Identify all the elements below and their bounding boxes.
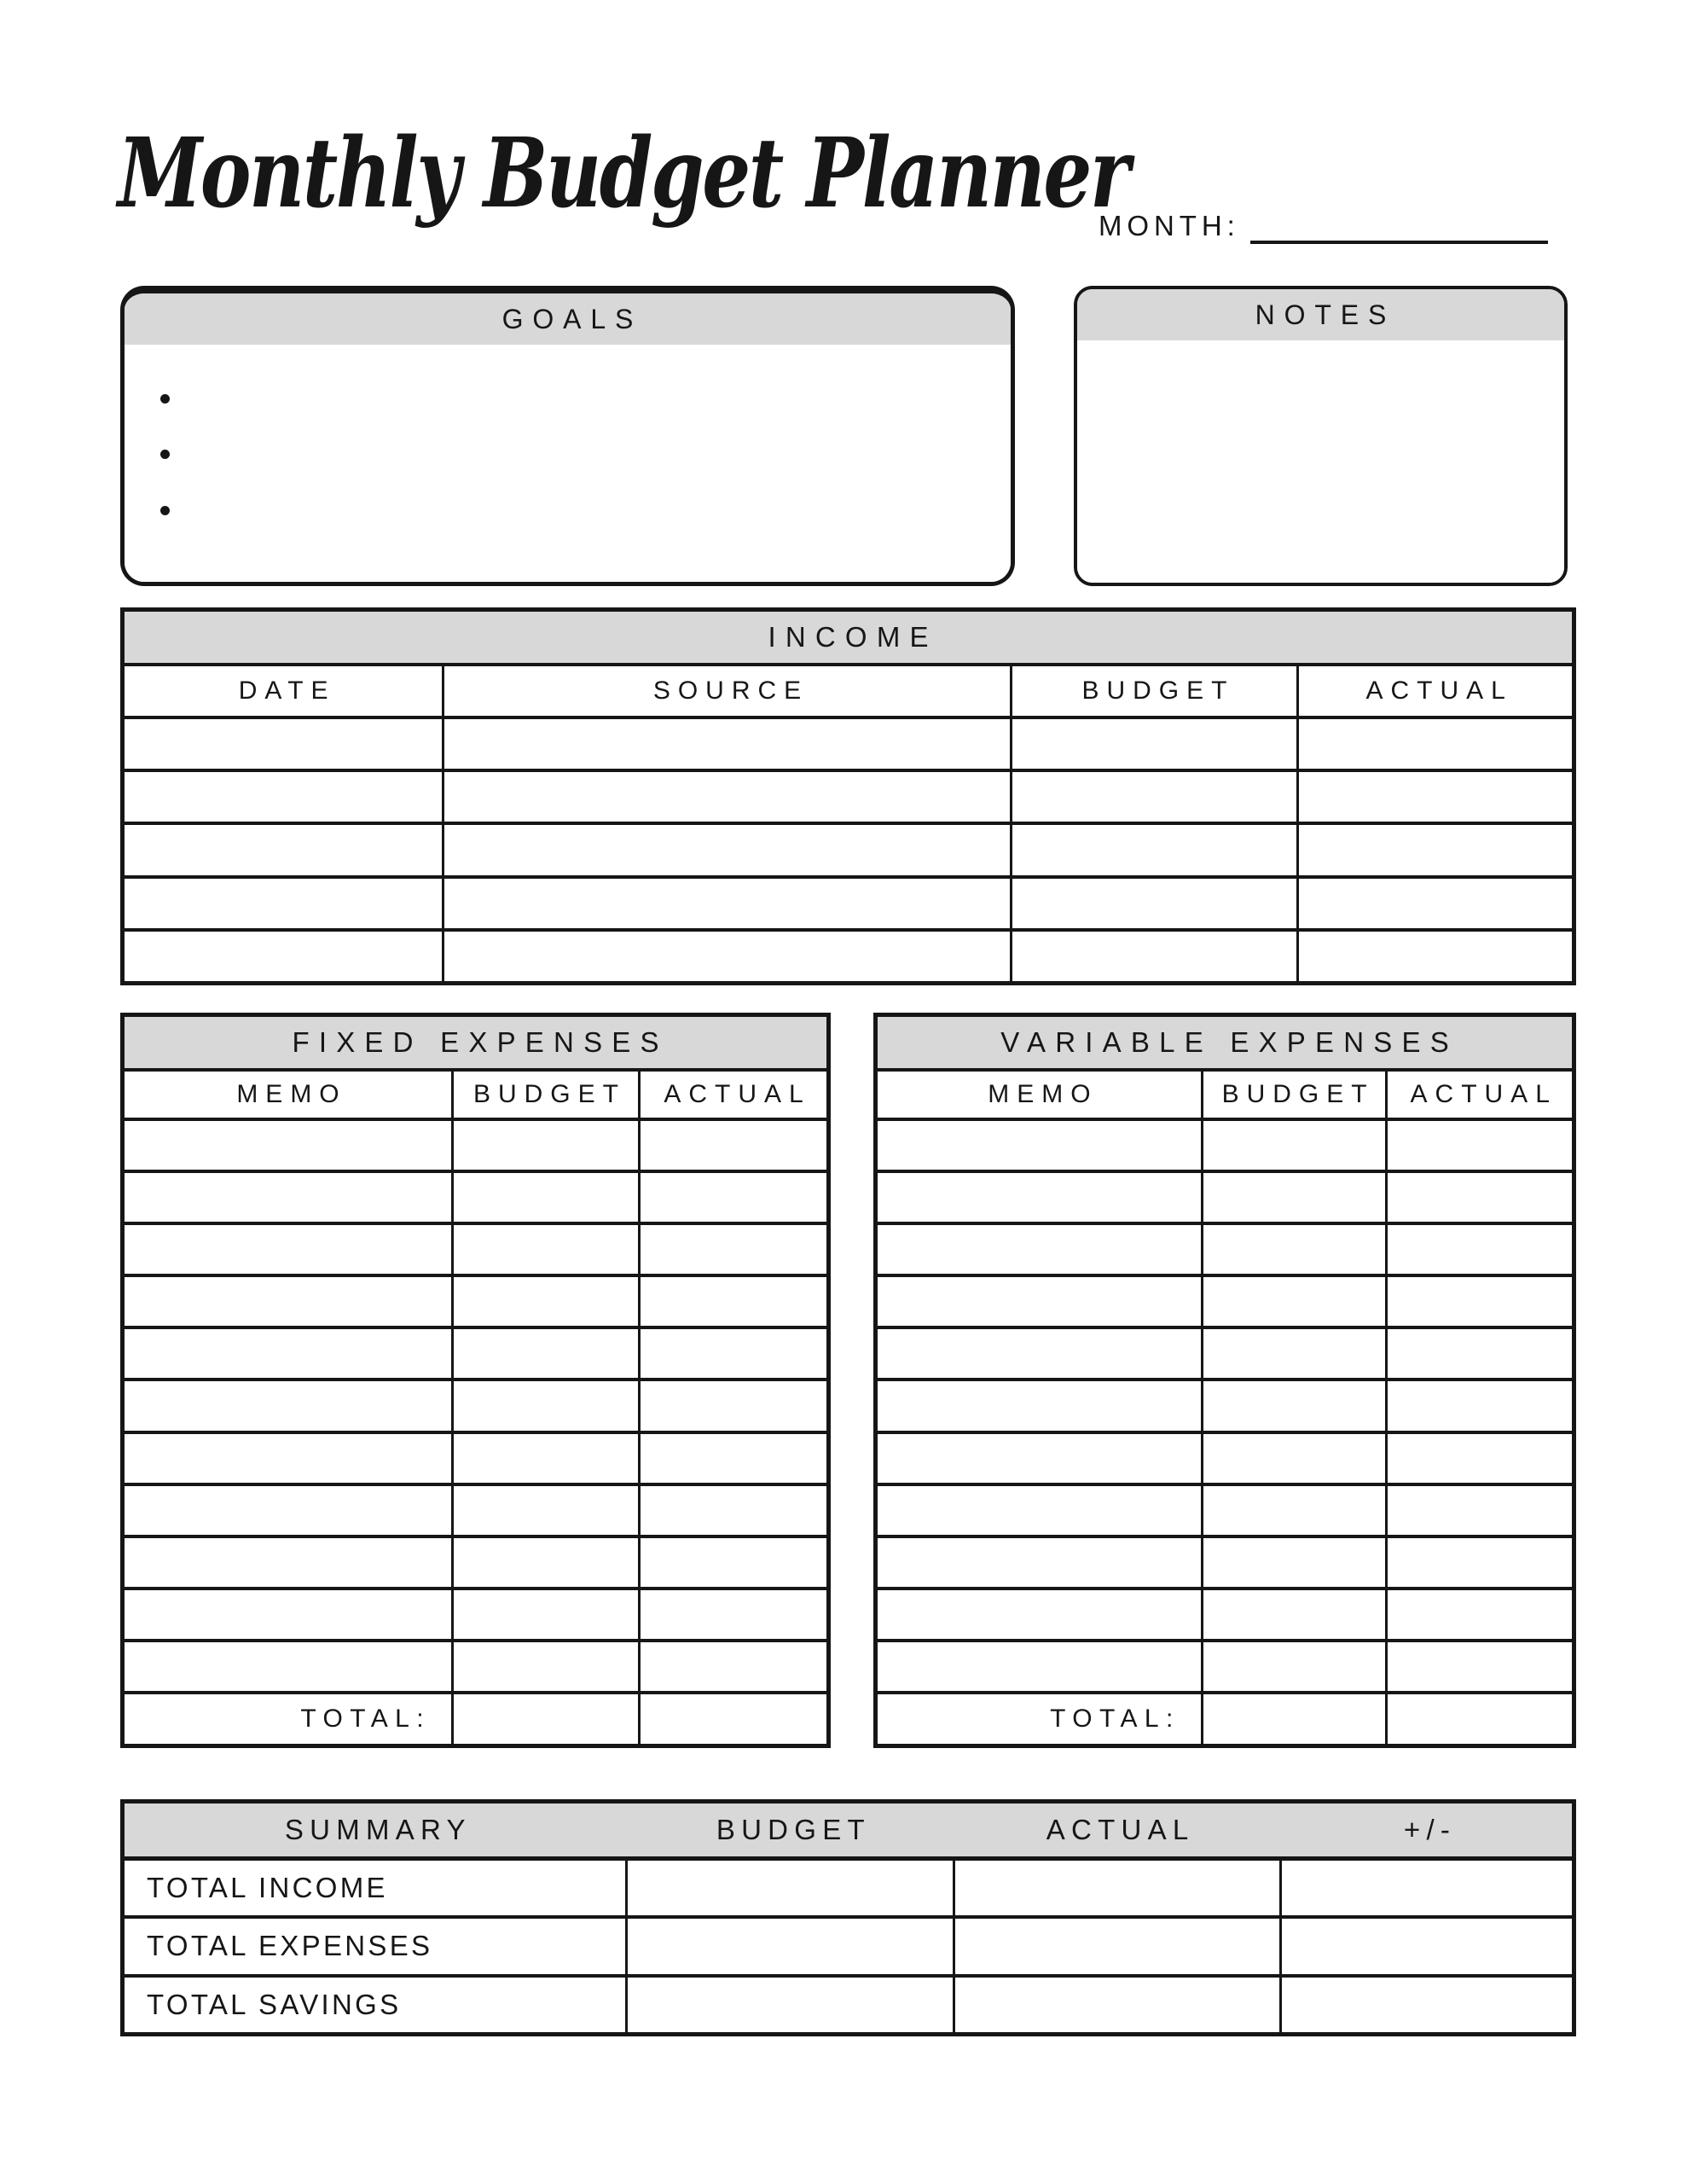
- fixed-expenses-cell-budget-row8[interactable]: [454, 1486, 638, 1535]
- summary-row-label-total-income: TOTAL INCOME: [125, 1861, 625, 1915]
- variable-expenses-cell-budget-row11[interactable]: [1203, 1642, 1386, 1691]
- variable-expenses-cell-budget-row8[interactable]: [1203, 1486, 1386, 1535]
- fixed-expenses-cell-actual-row4[interactable]: [641, 1277, 826, 1326]
- variable-expenses-cell-actual-row7[interactable]: [1388, 1434, 1572, 1483]
- fixed-expenses-total-budget-cell[interactable]: [454, 1694, 638, 1744]
- fixed-expenses-cell-memo-row2[interactable]: [125, 1173, 451, 1222]
- summary-header-plus-minus: +/-: [1403, 1814, 1457, 1845]
- variable-expenses-cell-actual-row8[interactable]: [1388, 1486, 1572, 1535]
- fixed-expenses-column-header-memo: MEMO: [125, 1072, 451, 1118]
- goals-body[interactable]: [125, 345, 1011, 582]
- fixed-expenses-cell-actual-row11[interactable]: [641, 1642, 826, 1691]
- fixed-expenses-cell-budget-row11[interactable]: [454, 1642, 638, 1691]
- notes-header: NOTES: [1077, 289, 1564, 340]
- fixed-expenses-column-header-budget: BUDGET: [454, 1072, 638, 1118]
- variable-expenses-cell-memo-row7[interactable]: [878, 1434, 1201, 1483]
- variable-expenses-cell-budget-row9[interactable]: [1203, 1538, 1386, 1587]
- variable-expenses-cell-actual-row11[interactable]: [1388, 1642, 1572, 1691]
- summary-total-income-plus-minus-cell[interactable]: [1282, 1861, 1572, 1915]
- income-grid: [125, 666, 1572, 981]
- fixed-expenses-cell-memo-row11[interactable]: [125, 1642, 451, 1691]
- income-cell-source-row1[interactable]: [444, 719, 1009, 769]
- fixed-expenses-cell-budget-row3[interactable]: [454, 1225, 638, 1274]
- income-table: [120, 607, 1576, 985]
- summary-total-savings-budget-cell[interactable]: [628, 1978, 953, 2032]
- variable-expenses-cell-actual-row6[interactable]: [1388, 1381, 1572, 1430]
- fixed-expenses-cell-budget-row1[interactable]: [454, 1121, 638, 1170]
- fixed-expenses-cell-budget-row4[interactable]: [454, 1277, 638, 1326]
- variable-expenses-cell-actual-row9[interactable]: [1388, 1538, 1572, 1587]
- income-cell-date-row1[interactable]: [125, 719, 442, 769]
- fixed-expenses-cell-memo-row6[interactable]: [125, 1381, 451, 1430]
- income-cell-actual-row3[interactable]: [1299, 825, 1572, 874]
- variable-expenses-cell-budget-row4[interactable]: [1203, 1277, 1386, 1326]
- variable-expenses-cell-memo-row8[interactable]: [878, 1486, 1201, 1535]
- income-cell-date-row5[interactable]: [125, 932, 442, 981]
- fixed-expenses-cell-memo-row8[interactable]: [125, 1486, 451, 1535]
- income-cell-source-row5[interactable]: [444, 932, 1009, 981]
- summary-total-income-budget-cell[interactable]: [628, 1861, 953, 1915]
- variable-expenses-cell-actual-row2[interactable]: [1388, 1173, 1572, 1222]
- variable-expenses-cell-budget-row10[interactable]: [1203, 1590, 1386, 1639]
- income-cell-actual-row1[interactable]: [1299, 719, 1572, 769]
- fixed-expenses-grid: [125, 1072, 826, 1744]
- fixed-expenses-total-label: TOTAL:: [125, 1694, 451, 1744]
- income-cell-source-row4[interactable]: [444, 879, 1009, 928]
- fixed-expenses-cell-memo-row3[interactable]: [125, 1225, 451, 1274]
- variable-expenses-cell-memo-row1[interactable]: [878, 1121, 1201, 1170]
- variable-expenses-cell-budget-row1[interactable]: [1203, 1121, 1386, 1170]
- summary-table-header: [125, 1804, 1572, 1861]
- income-column-header-date: DATE: [125, 666, 442, 716]
- month-label: MONTH:: [1099, 210, 1240, 241]
- fixed-expenses-cell-memo-row9[interactable]: [125, 1538, 451, 1587]
- variable-expenses-table-title: VARIABLE EXPENSES: [878, 1017, 1572, 1072]
- variable-expenses-cell-memo-row9[interactable]: [878, 1538, 1201, 1587]
- fixed-expenses-cell-actual-row2[interactable]: [641, 1173, 826, 1222]
- fixed-expenses-cell-budget-row9[interactable]: [454, 1538, 638, 1587]
- variable-expenses-cell-budget-row2[interactable]: [1203, 1173, 1386, 1222]
- fixed-expenses-cell-actual-row1[interactable]: [641, 1121, 826, 1170]
- goals-header: GOALS: [125, 293, 1011, 345]
- page-title: Monthly Budget Planner: [118, 118, 1128, 229]
- income-cell-actual-row2[interactable]: [1299, 772, 1572, 822]
- fixed-expenses-cell-memo-row4[interactable]: [125, 1277, 451, 1326]
- variable-expenses-total-actual-cell[interactable]: [1388, 1694, 1572, 1744]
- summary-row-label-total-savings: TOTAL SAVINGS: [125, 1978, 625, 2032]
- fixed-expenses-cell-budget-row7[interactable]: [454, 1434, 638, 1483]
- fixed-expenses-cell-actual-row3[interactable]: [641, 1225, 826, 1274]
- fixed-expenses-cell-actual-row7[interactable]: [641, 1434, 826, 1483]
- variable-expenses-cell-memo-row6[interactable]: [878, 1381, 1201, 1430]
- fixed-expenses-cell-actual-row8[interactable]: [641, 1486, 826, 1535]
- income-cell-source-row3[interactable]: [444, 825, 1009, 874]
- summary-grid: [125, 1861, 1572, 2032]
- fixed-expenses-table: [120, 1013, 831, 1748]
- fixed-expenses-cell-budget-row5[interactable]: [454, 1329, 638, 1378]
- income-cell-budget-row4[interactable]: [1012, 879, 1297, 928]
- variable-expenses-cell-memo-row10[interactable]: [878, 1590, 1201, 1639]
- income-cell-date-row4[interactable]: [125, 879, 442, 928]
- variable-expenses-cell-memo-row5[interactable]: [878, 1329, 1201, 1378]
- income-cell-budget-row5[interactable]: [1012, 932, 1297, 981]
- variable-expenses-cell-memo-row3[interactable]: [878, 1225, 1201, 1274]
- variable-expenses-column-header-memo: MEMO: [878, 1072, 1201, 1118]
- variable-expenses-cell-actual-row10[interactable]: [1388, 1590, 1572, 1639]
- income-cell-date-row2[interactable]: [125, 772, 442, 822]
- summary-table: [120, 1799, 1576, 2036]
- fixed-expenses-cell-memo-row5[interactable]: [125, 1329, 451, 1378]
- fixed-expenses-cell-memo-row7[interactable]: [125, 1434, 451, 1483]
- fixed-expenses-cell-budget-row10[interactable]: [454, 1590, 638, 1639]
- variable-expenses-total-label: TOTAL:: [878, 1694, 1201, 1744]
- fixed-expenses-total-actual-cell[interactable]: [641, 1694, 826, 1744]
- fixed-expenses-cell-memo-row10[interactable]: [125, 1590, 451, 1639]
- notes-body[interactable]: [1077, 340, 1564, 583]
- variable-expenses-total-budget-cell[interactable]: [1203, 1694, 1386, 1744]
- variable-expenses-grid: [878, 1072, 1572, 1744]
- income-table-title: INCOME: [125, 612, 1572, 666]
- notes-box: [1074, 286, 1568, 586]
- summary-total-expenses-budget-cell[interactable]: [628, 1919, 953, 1973]
- variable-expenses-column-header-budget: BUDGET: [1203, 1072, 1386, 1118]
- income-column-header-budget: BUDGET: [1012, 666, 1297, 716]
- income-cell-source-row2[interactable]: [444, 772, 1009, 822]
- summary-total-income-actual-cell[interactable]: [955, 1861, 1279, 1915]
- variable-expenses-cell-memo-row11[interactable]: [878, 1642, 1201, 1691]
- income-column-header-source: SOURCE: [444, 666, 1009, 716]
- variable-expenses-cell-budget-row3[interactable]: [1203, 1225, 1386, 1274]
- fixed-expenses-cell-actual-row10[interactable]: [641, 1590, 826, 1639]
- fixed-expenses-table-title: FIXED EXPENSES: [125, 1017, 826, 1072]
- fixed-expenses-cell-budget-row2[interactable]: [454, 1173, 638, 1222]
- variable-expenses-cell-actual-row4[interactable]: [1388, 1277, 1572, 1326]
- income-cell-budget-row1[interactable]: [1012, 719, 1297, 769]
- income-cell-budget-row3[interactable]: [1012, 825, 1297, 874]
- variable-expenses-table: [873, 1013, 1576, 1748]
- variable-expenses-cell-memo-row2[interactable]: [878, 1173, 1201, 1222]
- income-cell-actual-row5[interactable]: [1299, 932, 1572, 981]
- variable-expenses-cell-budget-row5[interactable]: [1203, 1329, 1386, 1378]
- fixed-expenses-column-header-actual: ACTUAL: [641, 1072, 826, 1118]
- income-column-header-actual: ACTUAL: [1299, 666, 1572, 716]
- variable-expenses-cell-actual-row5[interactable]: [1388, 1329, 1572, 1378]
- summary-header-summary: SUMMARY: [284, 1814, 472, 1845]
- bullet-icon: [160, 450, 170, 459]
- income-cell-date-row3[interactable]: [125, 825, 442, 874]
- variable-expenses-cell-budget-row6[interactable]: [1203, 1381, 1386, 1430]
- fixed-expenses-cell-memo-row1[interactable]: [125, 1121, 451, 1170]
- income-cell-budget-row2[interactable]: [1012, 772, 1297, 822]
- fixed-expenses-cell-budget-row6[interactable]: [454, 1381, 638, 1430]
- variable-expenses-cell-budget-row7[interactable]: [1203, 1434, 1386, 1483]
- bullet-icon: [160, 506, 170, 515]
- summary-total-expenses-actual-cell[interactable]: [955, 1919, 1279, 1973]
- month-fill-in-line[interactable]: [1250, 215, 1548, 244]
- summary-total-expenses-plus-minus-cell[interactable]: [1282, 1919, 1572, 1973]
- fixed-expenses-cell-actual-row9[interactable]: [641, 1538, 826, 1587]
- variable-expenses-cell-actual-row1[interactable]: [1388, 1121, 1572, 1170]
- variable-expenses-cell-memo-row4[interactable]: [878, 1277, 1201, 1326]
- fixed-expenses-cell-actual-row5[interactable]: [641, 1329, 826, 1378]
- goals-box: [120, 286, 1015, 586]
- summary-row-label-total-expenses: TOTAL EXPENSES: [125, 1919, 625, 1973]
- variable-expenses-cell-actual-row3[interactable]: [1388, 1225, 1572, 1274]
- income-cell-actual-row4[interactable]: [1299, 879, 1572, 928]
- summary-header-actual: ACTUAL: [1046, 1814, 1195, 1845]
- summary-total-savings-actual-cell[interactable]: [955, 1978, 1279, 2032]
- variable-expenses-column-header-actual: ACTUAL: [1388, 1072, 1572, 1118]
- summary-header-budget: BUDGET: [716, 1814, 871, 1845]
- summary-total-savings-plus-minus-cell[interactable]: [1282, 1978, 1572, 2032]
- fixed-expenses-cell-actual-row6[interactable]: [641, 1381, 826, 1430]
- bullet-icon: [160, 394, 170, 404]
